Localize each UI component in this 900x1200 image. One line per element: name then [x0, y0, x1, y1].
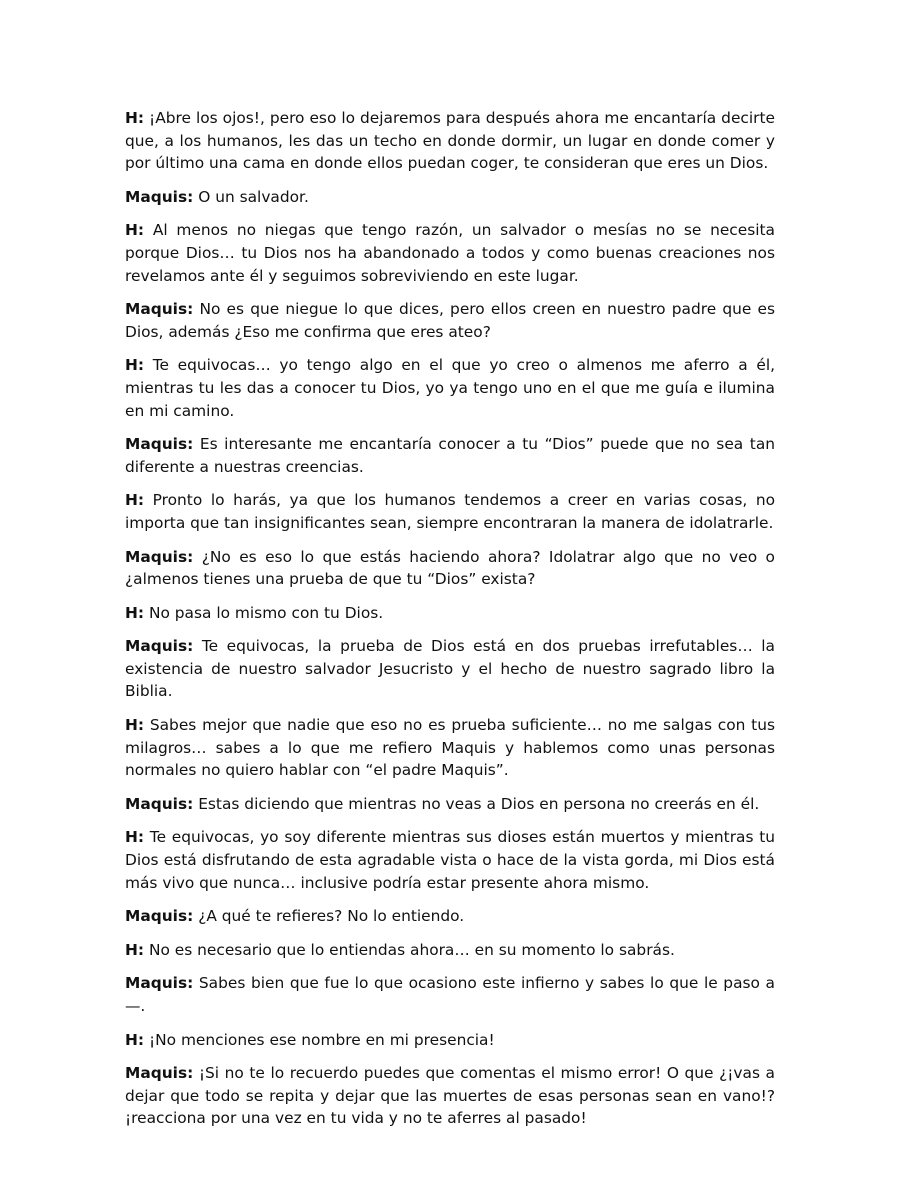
dialogue-line [125, 489, 775, 534]
dialogue-text: O un salvador. [198, 187, 309, 206]
dialogue-line [125, 1029, 775, 1052]
speaker-label: H: [125, 716, 145, 735]
dialogue-line [125, 826, 775, 894]
dialogue-text: Al menos no niegas que tengo razón, un salvador o mesías no se necesita porque Dios… tu Dios nos ha abandonado a todos y como buenas creaciones nos revelamos ante él y seguimos sobreviviendo en este lugar. [125, 221, 775, 285]
dialogue-text: Te equivocas, la prueba de Dios está en dos pruebas irrefutables… la existencia de nuestro salvador Jesucristo y el hecho de nuestro sagrado libro la Biblia. [125, 637, 775, 701]
speaker-label: H: [125, 109, 145, 127]
speaker-label: Maquis: [125, 907, 194, 926]
dialogue-text: Te equivocas… yo tengo algo en el que yo creo o almenos me aferro a él, mientras tu les das a conocer tu Dios, yo ya tengo uno en el que me guía e ilumina en mi camino. [125, 356, 775, 420]
dialogue-line [125, 635, 775, 703]
dialogue-text: Pronto lo harás, ya que los humanos tendemos a creer en varias cosas, no importa que tan insignificantes sean, siempre encontraran la manera de idolatrarle. [125, 491, 775, 532]
dialogue-line [125, 186, 775, 209]
speaker-label: H: [125, 828, 145, 847]
speaker-label: Maquis: [125, 1064, 194, 1083]
dialogue-text: Te equivocas, yo soy diferente mientras sus dioses están muertos y mientras tu Dios está disfrutando de esta agradable vista o hace de la vista gorda, mi Dios está más vivo que nunca… inclusive podría estar presente ahora mismo. [125, 828, 775, 892]
speaker-label: H: [125, 221, 145, 240]
dialogue-text: Sabes bien que fue lo que ocasiono este infierno y sabes lo que le paso a—. [125, 974, 775, 1015]
dialogue-line [125, 793, 775, 816]
document-page [125, 107, 775, 1141]
dialogue-text: ¡Si no te lo recuerdo puedes que comentas el mismo error! O que ¿¡vas a dejar que todo se repita y dejar que las muertes de esas personas sean en vano!? ¡reacciona por una vez en tu vida y no te aferres al pasado! [125, 1064, 775, 1128]
dialogue-line [125, 433, 775, 478]
speaker-label: Maquis: [125, 794, 194, 813]
speaker-label: Maquis: [125, 187, 194, 206]
speaker-label: Maquis: [125, 637, 194, 656]
dialogue-text: No es que niegue lo que dices, pero ellos creen en nuestro padre que es Dios, además ¿Eso me confirma que eres ateo? [125, 300, 775, 341]
speaker-label: Maquis: [125, 435, 194, 454]
speaker-label: Maquis: [125, 974, 194, 993]
speaker-label: H: [125, 940, 145, 959]
speaker-label: Maquis: [125, 300, 194, 319]
dialogue-line [125, 107, 775, 175]
dialogue-line [125, 939, 775, 962]
speaker-label: H: [125, 356, 145, 375]
dialogue-text: ¿No es eso lo que estás haciendo ahora? Idolatrar algo que no veo o ¿almenos tienes una prueba de que tu “Dios” exista? [125, 547, 775, 589]
dialogue-line [125, 219, 775, 287]
dialogue-text: ¿A qué te refieres? No lo entiendo. [198, 907, 465, 926]
dialogue-line [125, 602, 775, 625]
speaker-label: H: [125, 1030, 145, 1049]
dialogue-text: Es interesante me encantaría conocer a tu “Dios” puede que no sea tan diferente a nuestras creencias. [125, 435, 775, 476]
dialogue-line [125, 298, 775, 343]
speaker-label: Maquis: [125, 547, 194, 566]
dialogue-line [125, 905, 775, 928]
speaker-label: H: [125, 491, 145, 510]
dialogue-text: Sabes mejor que nadie que eso no es prueba suficiente… no me salgas con tus milagros… sabes a lo que me refiero Maquis y hablemos como unas personas normales no quiero hablar con “el padre Maquis”. [125, 716, 775, 780]
dialogue-text: Estas diciendo que mientras no veas a Dios en persona no creerás en él. [198, 794, 760, 813]
dialogue-line [125, 1062, 775, 1130]
dialogue-line [125, 354, 775, 422]
dialogue-line [125, 714, 775, 782]
dialogue-text: ¡Abre los ojos!, pero eso lo dejaremos para después ahora me encantaría decirte que, a los humanos, les das un techo en donde dormir, un lugar en donde comer y por último una cama en donde ellos puedan coger, te consideran que eres un Dios. [125, 109, 775, 173]
dialogue-text: No pasa lo mismo con tu Dios. [148, 603, 384, 622]
dialogue-line [125, 546, 775, 591]
dialogue-line [125, 972, 775, 1017]
dialogue-text: ¡No menciones ese nombre en mi presencia! [148, 1030, 495, 1049]
speaker-label: H: [125, 603, 145, 622]
dialogue-text: No es necesario que lo entiendas ahora… en su momento lo sabrás. [148, 940, 675, 959]
